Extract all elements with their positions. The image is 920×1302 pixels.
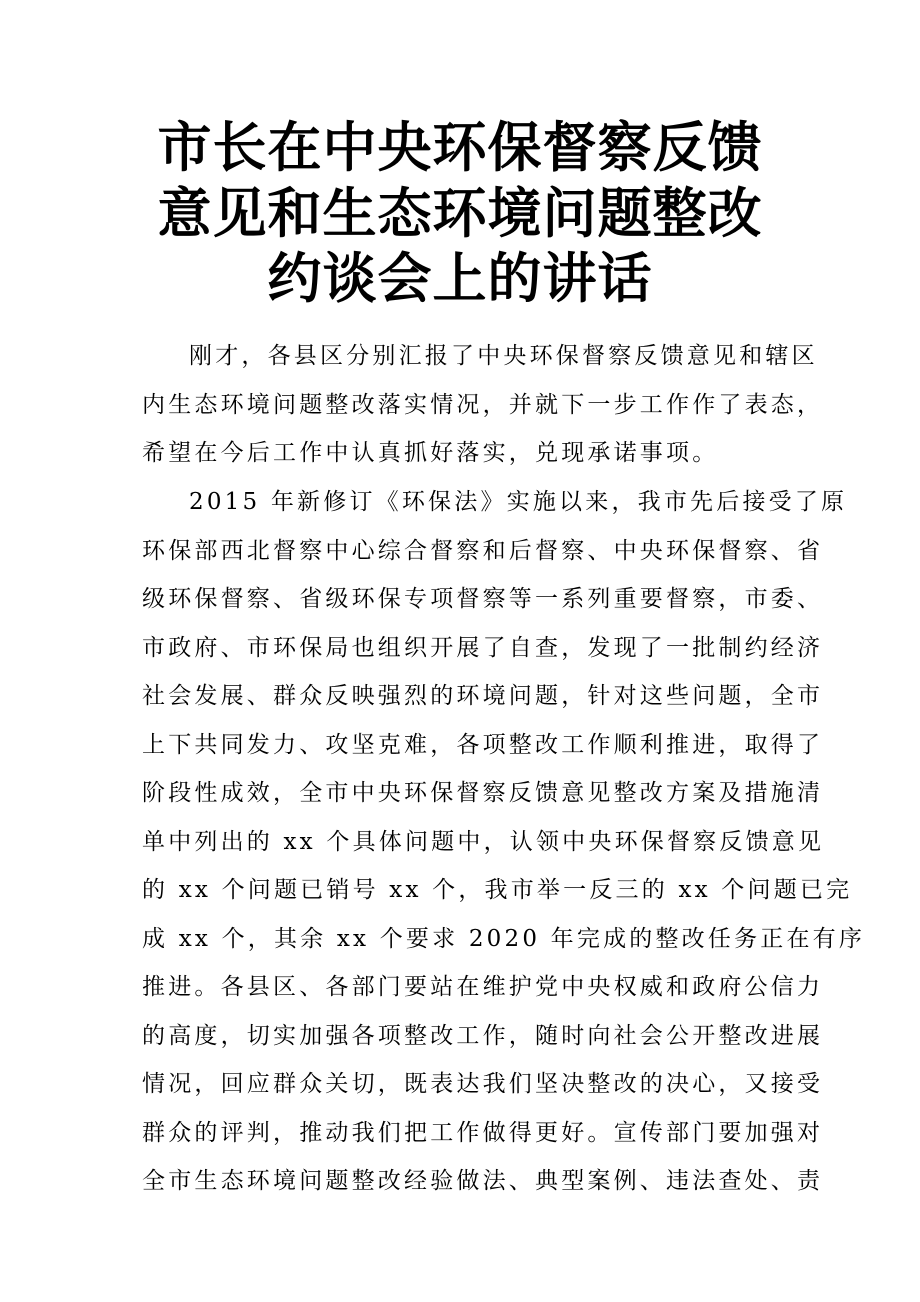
paragraph-line: 环保部西北督察中心综合督察和后督察、中央环保督察、省 bbox=[142, 537, 824, 564]
paragraph-line: 2015 年新修订《环保法》实施以来，我市先后接受了原 bbox=[189, 489, 848, 515]
paragraph-line: 内生态环境问题整改落实情况，并就下一步工作作了表态， bbox=[142, 391, 824, 418]
paragraph-line: 成 xx 个，其余 xx 个要求 2020 年完成的整改任务正在有序 bbox=[142, 925, 866, 952]
paragraph-2 bbox=[142, 478, 866, 1206]
paragraph-1 bbox=[142, 332, 824, 478]
paragraph-line: 刚才，各县区分别汇报了中央环保督察反馈意见和辖区 bbox=[189, 343, 818, 369]
paragraph-line: 希望在今后工作中认真抓好落实，兑现承诺事项。 bbox=[142, 440, 719, 466]
paragraph-line: 推进。各县区、各部门要站在维护党中央权威和政府公信力 bbox=[142, 974, 824, 1000]
document-title-line-3 bbox=[130, 246, 790, 312]
paragraph-line: 的高度，切实加强各项整改工作，随时向社会公开整改进展 bbox=[142, 1022, 824, 1049]
paragraph-line: 市政府、市环保局也组织开展了自查，发现了一批制约经济 bbox=[142, 634, 824, 661]
paragraph-line: 情况，回应群众关切，既表达我们坚决整改的决心，又接受 bbox=[142, 1071, 824, 1097]
paragraph-line: 单中列出的 xx 个具体问题中，认领中央环保督察反馈意见 bbox=[142, 828, 825, 855]
title-text: 约谈会上的讲话 bbox=[267, 247, 653, 310]
paragraph-line: 的 xx 个问题已销号 xx 个，我市举一反三的 xx 个问题已完 bbox=[142, 877, 853, 903]
paragraph-line: 上下共同发力、攻坚克难，各项整改工作顺利推进，取得了 bbox=[142, 731, 824, 758]
paragraph-line: 级环保督察、省级环保专项督察等一系列重要督察，市委、 bbox=[142, 586, 824, 612]
title-text: 市长在中央环保督察反馈 bbox=[157, 116, 763, 179]
paragraph-line: 群众的评判，推动我们把工作做得更好。宣传部门要加强对 bbox=[142, 1119, 824, 1146]
paragraph-line: 全市生态环境问题整改经验做法、典型案例、违法查处、责 bbox=[142, 1168, 824, 1194]
document-title-line-2 bbox=[130, 181, 790, 247]
title-text: 意见和生态环境问题整改 bbox=[157, 182, 763, 245]
document-title-line-1 bbox=[130, 115, 790, 181]
paragraph-line: 阶段性成效，全市中央环保督察反馈意见整改方案及措施清 bbox=[142, 780, 824, 806]
paragraph-line: 社会发展、群众反映强烈的环境问题，针对这些问题，全市 bbox=[142, 683, 824, 709]
